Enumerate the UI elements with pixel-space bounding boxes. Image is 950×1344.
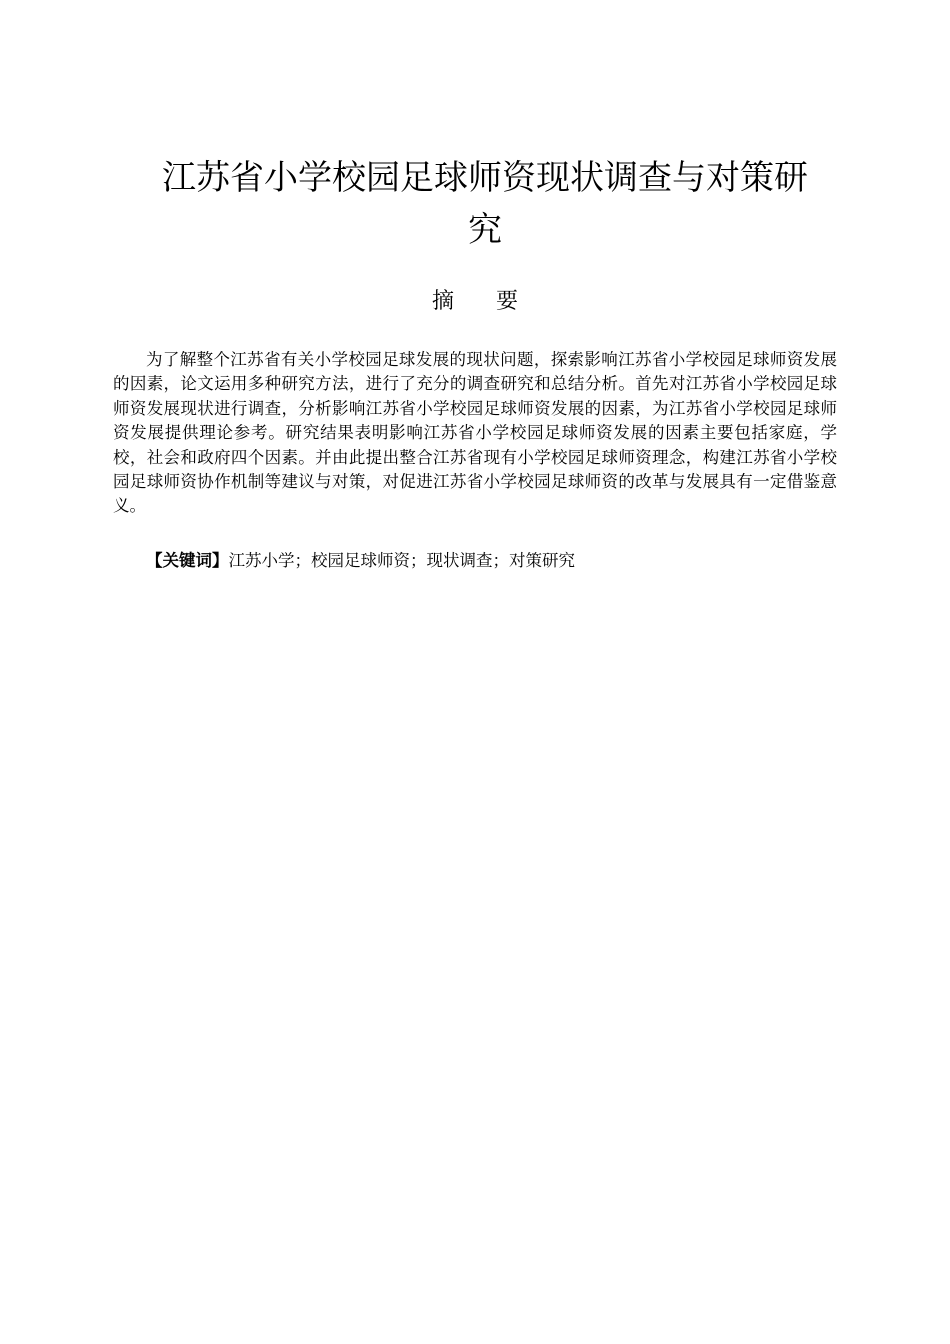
title-line-2: 究 (468, 210, 502, 250)
abstract-heading (0, 287, 950, 317)
keywords-line (146, 549, 836, 573)
document-title (140, 152, 830, 256)
abstract-heading-char-1: 摘 (431, 289, 454, 314)
keywords-text: 江苏小学；校园足球师资；现状调查；对策研究 (228, 551, 575, 570)
title-line-1: 江苏省小学校园足球师资现状调查与对策研 (162, 158, 808, 198)
keywords-label: 【关键词】 (146, 551, 229, 570)
abstract-paragraph: 为了解整个江苏省有关小学校园足球发展的现状问题，探索影响江苏省小学校园足球师资发展的因素，论文运用多种研究方法，进行了充分的调查研究和总结分析。首先对江苏省小学校园足球师资发展现状进行调查，分析影响江苏省小学校园足球师资发展的因素，为江苏省小学校园足球师资发展提供理论参考。研究结果表明影响江苏省小学校园足球师资发展的因素主要包括家庭，学校，社会和政府四个因素。并由此提出整合江苏省现有小学校园足球师资理念，构建江苏省小学校园足球师资协作机制等建议与对策，对促进江苏省小学校园足球师资的改革与发展具有一定借鉴意义。 (113, 350, 837, 516)
abstract-heading-char-2: 要 (496, 289, 519, 314)
